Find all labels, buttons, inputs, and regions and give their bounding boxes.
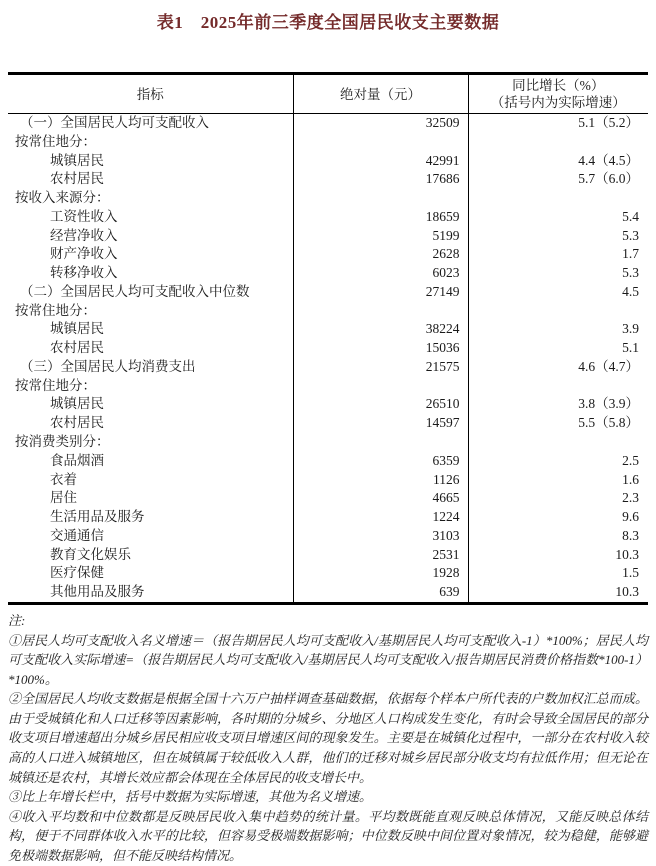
indicator-cell: 交通通信	[50, 527, 104, 543]
value-cell: 32509	[293, 114, 468, 133]
indicator-cell: 按常住地分：	[15, 302, 96, 318]
indicator-cell: 经营净收入	[50, 227, 118, 243]
growth-cell: 1.7	[468, 245, 648, 264]
growth-cell: 4.5	[468, 283, 648, 302]
growth-cell: 1.5	[468, 564, 648, 583]
value-cell: 38224	[293, 320, 468, 339]
value-cell: 14597	[293, 414, 468, 433]
growth-cell	[468, 133, 648, 152]
column-header-indicator: 指标	[8, 74, 293, 114]
indicator-cell: 按消费类别分：	[15, 434, 110, 450]
value-cell: 4665	[293, 489, 468, 508]
notes-list	[8, 631, 648, 866]
indicator-cell: 其他用品及服务	[50, 584, 145, 600]
growth-cell: 3.9	[468, 320, 648, 339]
column-header-absolute: 绝对量（元）	[293, 74, 468, 114]
growth-cell: 5.3	[468, 264, 648, 283]
table-row	[8, 583, 648, 603]
table-row	[8, 508, 648, 527]
page-title: 表1 2025年前三季度全国居民收支主要数据	[156, 13, 500, 32]
notes-section	[8, 611, 648, 866]
value-cell: 1126	[293, 471, 468, 490]
column-header-growth	[468, 74, 648, 114]
table-row	[8, 395, 648, 414]
table-row	[8, 339, 648, 358]
growth-cell: 8.3	[468, 527, 648, 546]
indicator-cell: 城镇居民	[50, 321, 104, 337]
value-cell: 6023	[293, 264, 468, 283]
growth-cell: 10.3	[468, 583, 648, 603]
value-cell: 6359	[293, 452, 468, 471]
table-row	[8, 489, 648, 508]
growth-cell: 5.3	[468, 227, 648, 246]
growth-cell: 5.5（5.8）	[468, 414, 648, 433]
table-row	[8, 414, 648, 433]
growth-cell	[468, 377, 648, 396]
table-row	[8, 302, 648, 321]
note-item: ②全国居民人均收支数据是根据全国十六万户抽样调查基础数据，依据每个样本户所代表的户数加权汇总而成。由于受城镇化和人口迁移等因素影响，各时期的分城乡、分地区人口构成发生变化，有时会导致全国居民的部分收支项目增速超出分城乡居民相应收支项目增速区间的现象发生。主要是在城镇化过程中，一部分在农村收入较高的人口进入城镇地区，但在城镇属于较低收入人群，他们的迁移对城乡居民部分收支均有拉低作用；但无论在城镇还是农村，其增长效应都会体现在全体居民的收支增长中。	[8, 691, 648, 785]
value-cell: 2531	[293, 546, 468, 565]
note-item: ③比上年增长栏中，括号中数据为实际增速，其他为名义增速。	[8, 789, 373, 805]
table-row	[8, 114, 648, 133]
table-row	[8, 564, 648, 583]
growth-cell: 4.4（4.5）	[468, 152, 648, 171]
table-row	[8, 283, 648, 302]
indicator-cell: 按常住地分：	[15, 377, 96, 393]
table-row	[8, 264, 648, 283]
table-row	[8, 133, 648, 152]
indicator-cell: （一）全国居民人均可支配收入	[20, 115, 209, 130]
value-cell: 27149	[293, 283, 468, 302]
growth-cell: 3.8（3.9）	[468, 395, 648, 414]
growth-cell: 2.3	[468, 489, 648, 508]
value-cell	[293, 377, 468, 396]
growth-cell	[468, 433, 648, 452]
table-row	[8, 358, 648, 377]
stats-table	[8, 72, 648, 605]
table-row	[8, 170, 648, 189]
notes-label: 注:	[8, 612, 26, 628]
growth-cell: 5.7（6.0）	[468, 170, 648, 189]
indicator-cell: 城镇居民	[50, 396, 104, 412]
growth-cell: 4.6（4.7）	[468, 358, 648, 377]
value-cell	[293, 133, 468, 152]
indicator-cell: 按收入来源分：	[15, 190, 110, 206]
table-row	[8, 452, 648, 471]
value-cell: 1928	[293, 564, 468, 583]
indicator-cell: （三）全国居民人均消费支出	[20, 358, 196, 374]
value-cell: 3103	[293, 527, 468, 546]
value-cell	[293, 433, 468, 452]
table-row	[8, 245, 648, 264]
value-cell: 15036	[293, 339, 468, 358]
value-cell: 5199	[293, 227, 468, 246]
note-item: ④收入平均数和中位数都是反映居民收入集中趋势的统计量。平均数既能直观反映总体情况，又能反映总体结构，便于不同群体收入水平的比较，但容易受极端数据影响；中位数反映中间位置对象情况，较为稳健，能够避免极端数据影响，但不能反映结构情况。	[8, 808, 648, 864]
indicator-cell: 教育文化娱乐	[50, 546, 131, 562]
growth-cell	[468, 302, 648, 321]
table-row	[8, 546, 648, 565]
header-row	[8, 74, 648, 114]
indicator-cell: 农村居民	[50, 340, 104, 356]
indicator-cell: 财产净收入	[50, 246, 118, 262]
value-cell	[293, 189, 468, 208]
note-item: ①居民人均可支配收入名义增速＝（报告期居民人均可支配收入/基期居民人均可支配收入-1）*100%；居民人均可支配收入实际增速=（报告期居民人均可支配收入/基期居民人均可支配收入/报告期居民消费价格指数*100-1）*100%。	[8, 632, 648, 687]
value-cell: 18659	[293, 208, 468, 227]
indicator-cell: 城镇居民	[50, 152, 104, 168]
value-cell: 21575	[293, 358, 468, 377]
value-cell: 1224	[293, 508, 468, 527]
growth-cell	[468, 189, 648, 208]
growth-cell: 2.5	[468, 452, 648, 471]
column-header-growth-line2: （括号内为实际增速）	[490, 95, 626, 110]
table-row	[8, 377, 648, 396]
indicator-cell: 食品烟酒	[50, 452, 104, 468]
indicator-cell: 工资性收入	[50, 208, 118, 224]
growth-cell: 1.6	[468, 471, 648, 490]
indicator-cell: （二）全国居民人均可支配收入中位数	[20, 283, 250, 299]
table-row	[8, 320, 648, 339]
growth-cell: 5.4	[468, 208, 648, 227]
value-cell: 2628	[293, 245, 468, 264]
value-cell: 17686	[293, 170, 468, 189]
indicator-cell: 衣着	[50, 471, 77, 487]
value-cell	[293, 302, 468, 321]
table-row	[8, 527, 648, 546]
value-cell: 42991	[293, 152, 468, 171]
table-row	[8, 227, 648, 246]
indicator-cell: 居住	[50, 490, 77, 506]
value-cell: 26510	[293, 395, 468, 414]
column-header-growth-line1: 同比增长（%）	[512, 78, 605, 93]
growth-cell: 9.6	[468, 508, 648, 527]
table-row	[8, 189, 648, 208]
indicator-cell: 农村居民	[50, 415, 104, 431]
table-row	[8, 208, 648, 227]
indicator-cell: 农村居民	[50, 171, 104, 187]
growth-cell: 10.3	[468, 546, 648, 565]
table-row	[8, 152, 648, 171]
indicator-cell: 按常住地分：	[15, 133, 96, 149]
indicator-cell: 转移净收入	[50, 265, 118, 281]
growth-cell: 5.1（5.2）	[468, 114, 648, 133]
value-cell: 639	[293, 583, 468, 603]
indicator-cell: 生活用品及服务	[50, 509, 145, 525]
indicator-cell: 医疗保健	[50, 565, 104, 581]
growth-cell: 5.1	[468, 339, 648, 358]
table-row	[8, 471, 648, 490]
table-row	[8, 433, 648, 452]
